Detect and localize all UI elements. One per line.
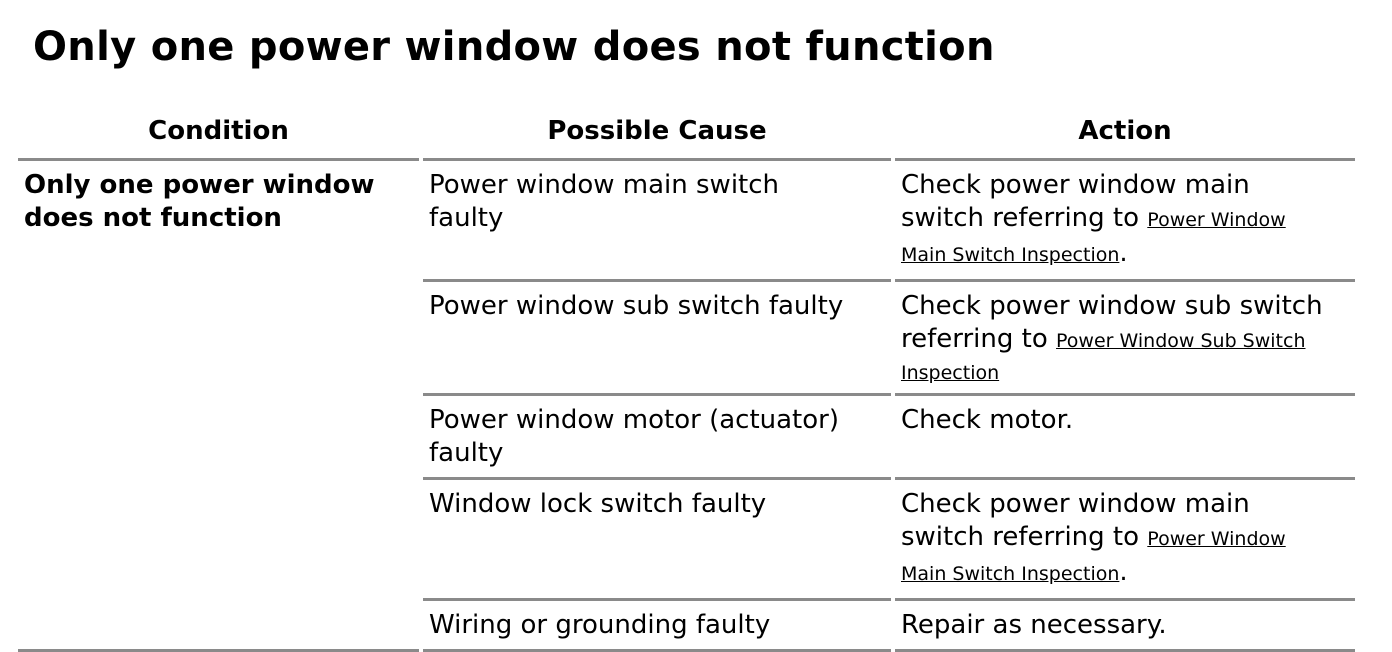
cause-cell [423, 601, 891, 652]
action-text: referring to [901, 324, 1057, 354]
action-line [901, 556, 1355, 591]
cause-cell [423, 396, 891, 480]
action-cell [895, 161, 1355, 282]
cause-text: Power window sub switch faulty [429, 291, 844, 321]
condition-cell [18, 161, 419, 652]
action-text: Repair as necessary. [901, 610, 1167, 640]
main-switch-inspection-link[interactable]: Main Switch Inspection [901, 244, 1120, 266]
cause-text: Power window main switch [429, 170, 780, 200]
action-line [901, 358, 1355, 386]
action-line [901, 237, 1355, 272]
action-line [901, 323, 1355, 358]
troubleshooting-table [14, 104, 1359, 652]
action-cell [895, 282, 1355, 396]
action-suffix: . [1119, 557, 1128, 587]
main-switch-inspection-link[interactable]: Main Switch Inspection [901, 563, 1120, 585]
action-line [901, 521, 1355, 556]
table-row [18, 161, 1355, 282]
action-text: Check power window sub switch [901, 291, 1323, 321]
main-switch-inspection-link[interactable]: Power Window [1147, 528, 1286, 550]
action-cell [895, 601, 1355, 652]
troubleshooting-table-container [18, 104, 1342, 640]
action-text: Check power window main [901, 489, 1250, 519]
sub-switch-inspection-link[interactable]: Inspection [901, 362, 1000, 384]
cause-text: Window lock switch faulty [429, 489, 767, 519]
action-suffix: . [1119, 238, 1128, 268]
cause-cell [423, 282, 891, 396]
table-header-row [18, 104, 1355, 161]
action-text: switch referring to [901, 203, 1148, 233]
header-action: Action [895, 104, 1355, 161]
cause-text: faulty [429, 203, 504, 233]
header-condition: Condition [18, 104, 419, 161]
action-text: Check power window main [901, 170, 1250, 200]
action-cell [895, 480, 1355, 601]
condition-line: Only one power window [24, 170, 375, 200]
action-cell [895, 396, 1355, 480]
cause-text: Wiring or grounding faulty [429, 610, 771, 640]
cause-text: faulty [429, 438, 504, 468]
cause-text: Power window motor (actuator) [429, 405, 839, 435]
cause-cell [423, 480, 891, 601]
main-switch-inspection-link[interactable]: Power Window [1147, 209, 1286, 231]
condition-line: does not function [24, 203, 282, 233]
action-text: Check motor. [901, 405, 1074, 435]
sub-switch-inspection-link[interactable]: Power Window Sub Switch [1056, 330, 1306, 352]
action-text: switch referring to [901, 522, 1148, 552]
action-line [901, 202, 1355, 237]
cause-cell [423, 161, 891, 282]
header-possible-cause: Possible Cause [423, 104, 891, 161]
page-title: Only one power window does not function [33, 24, 995, 70]
